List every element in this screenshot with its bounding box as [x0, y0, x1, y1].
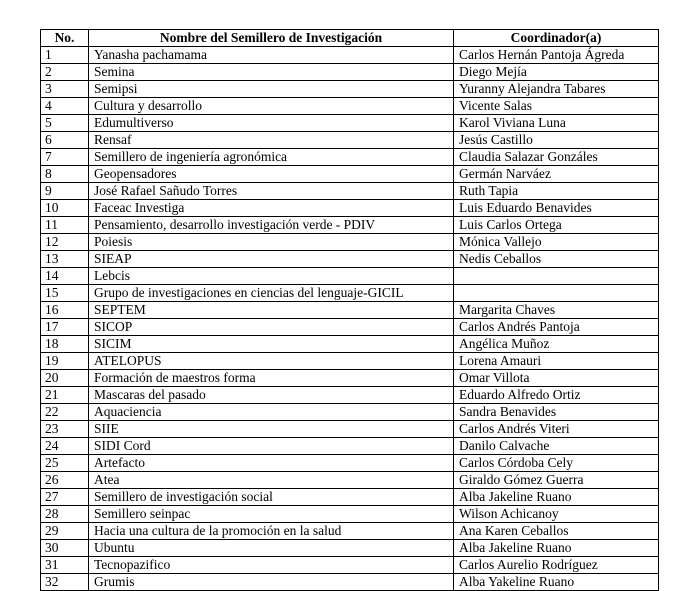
- row-name: Faceac Investiga: [89, 200, 454, 217]
- row-coordinator: Luis Carlos Ortega: [454, 217, 659, 234]
- row-coordinator: Omar Villota: [454, 370, 659, 387]
- row-coordinator: Ruth Tapia: [454, 183, 659, 200]
- row-name: José Rafael Sañudo Torres: [89, 183, 454, 200]
- header-no: No.: [41, 30, 89, 47]
- row-number: 11: [41, 217, 89, 234]
- row-coordinator: Angélica Muñoz: [454, 336, 659, 353]
- table-row: [41, 540, 659, 557]
- row-name: SEPTEM: [89, 302, 454, 319]
- row-number: 12: [41, 234, 89, 251]
- row-coordinator: [454, 268, 659, 285]
- row-number: 20: [41, 370, 89, 387]
- row-number: 3: [41, 81, 89, 98]
- row-coordinator: Ana Karen Ceballos: [454, 523, 659, 540]
- row-number: 26: [41, 472, 89, 489]
- table-row: [41, 183, 659, 200]
- row-name: SICIM: [89, 336, 454, 353]
- table-row: [41, 64, 659, 81]
- table-row: [41, 404, 659, 421]
- row-name: Yanasha pachamama: [89, 47, 454, 64]
- row-number: 23: [41, 421, 89, 438]
- row-name: Geopensadores: [89, 166, 454, 183]
- row-coordinator: Carlos Hernán Pantoja Ágreda: [454, 47, 659, 64]
- row-coordinator: Luis Eduardo Benavides: [454, 200, 659, 217]
- row-coordinator: Alba Jakeline Ruano: [454, 489, 659, 506]
- table-row: [41, 217, 659, 234]
- row-name: Hacia una cultura de la promoción en la salud: [89, 523, 454, 540]
- row-name: Tecnopazifico: [89, 557, 454, 574]
- table-row: [41, 557, 659, 574]
- row-name: Semillero de ingeniería agronómica: [89, 149, 454, 166]
- table-row: [41, 455, 659, 472]
- row-name: Ubuntu: [89, 540, 454, 557]
- row-name: Grupo de investigaciones en ciencias del lenguaje-GICIL: [89, 285, 454, 302]
- row-coordinator: Vicente Salas: [454, 98, 659, 115]
- row-number: 13: [41, 251, 89, 268]
- table-row: [41, 285, 659, 302]
- header-name: Nombre del Semillero de Investigación: [89, 30, 454, 47]
- table-row: [41, 353, 659, 370]
- row-name: Aquaciencia: [89, 404, 454, 421]
- row-number: 16: [41, 302, 89, 319]
- table-row: [41, 523, 659, 540]
- row-name: Semipsi: [89, 81, 454, 98]
- row-coordinator: Nedis Ceballos: [454, 251, 659, 268]
- row-name: Semillero seinpac: [89, 506, 454, 523]
- row-number: 24: [41, 438, 89, 455]
- row-number: 6: [41, 132, 89, 149]
- table-row: [41, 166, 659, 183]
- row-name: Pensamiento, desarrollo investigación verde - PDIV: [89, 217, 454, 234]
- row-coordinator: Germán Narváez: [454, 166, 659, 183]
- row-number: 22: [41, 404, 89, 421]
- row-number: 14: [41, 268, 89, 285]
- table-row: [41, 370, 659, 387]
- row-number: 28: [41, 506, 89, 523]
- row-name: Atea: [89, 472, 454, 489]
- row-coordinator: Carlos Andrés Viteri: [454, 421, 659, 438]
- table-row: [41, 336, 659, 353]
- table-row: [41, 132, 659, 149]
- row-name: Grumis: [89, 574, 454, 591]
- row-name: SICOP: [89, 319, 454, 336]
- row-coordinator: Jesús Castillo: [454, 132, 659, 149]
- row-coordinator: Diego Mejía: [454, 64, 659, 81]
- row-number: 25: [41, 455, 89, 472]
- table-row: [41, 115, 659, 132]
- row-coordinator: Lorena Amauri: [454, 353, 659, 370]
- table-row: [41, 251, 659, 268]
- table-row: [41, 472, 659, 489]
- table-row: [41, 149, 659, 166]
- row-name: Poiesis: [89, 234, 454, 251]
- table-row: [41, 200, 659, 217]
- table-row: [41, 47, 659, 64]
- row-number: 10: [41, 200, 89, 217]
- table-row: [41, 268, 659, 285]
- row-name: ATELOPUS: [89, 353, 454, 370]
- semilleros-table: [40, 29, 659, 591]
- row-name: Mascaras del pasado: [89, 387, 454, 404]
- row-number: 18: [41, 336, 89, 353]
- row-coordinator: Giraldo Gómez Guerra: [454, 472, 659, 489]
- row-coordinator: Margarita Chaves: [454, 302, 659, 319]
- table-row: [41, 319, 659, 336]
- row-name: SIEAP: [89, 251, 454, 268]
- row-number: 2: [41, 64, 89, 81]
- row-coordinator: Yuranny Alejandra Tabares: [454, 81, 659, 98]
- row-number: 8: [41, 166, 89, 183]
- table-row: [41, 506, 659, 523]
- row-coordinator: Alba Yakeline Ruano: [454, 574, 659, 591]
- row-coordinator: Eduardo Alfredo Ortiz: [454, 387, 659, 404]
- row-number: 5: [41, 115, 89, 132]
- row-coordinator: Carlos Aurelio Rodríguez: [454, 557, 659, 574]
- row-name: Cultura y desarrollo: [89, 98, 454, 115]
- row-number: 30: [41, 540, 89, 557]
- row-number: 1: [41, 47, 89, 64]
- row-number: 17: [41, 319, 89, 336]
- table-row: [41, 302, 659, 319]
- row-coordinator: Karol Viviana Luna: [454, 115, 659, 132]
- row-name: Rensaf: [89, 132, 454, 149]
- row-coordinator: Alba Jakeline Ruano: [454, 540, 659, 557]
- table-row: [41, 438, 659, 455]
- row-coordinator: Sandra Benavides: [454, 404, 659, 421]
- table-row: [41, 421, 659, 438]
- row-number: 21: [41, 387, 89, 404]
- row-number: 7: [41, 149, 89, 166]
- table-row: [41, 234, 659, 251]
- table-row: [41, 387, 659, 404]
- row-name: Semina: [89, 64, 454, 81]
- row-name: Artefacto: [89, 455, 454, 472]
- row-name: SIIE: [89, 421, 454, 438]
- row-number: 27: [41, 489, 89, 506]
- row-coordinator: Wilson Achicanoy: [454, 506, 659, 523]
- row-number: 19: [41, 353, 89, 370]
- row-number: 32: [41, 574, 89, 591]
- row-name: Edumultiverso: [89, 115, 454, 132]
- table-row: [41, 489, 659, 506]
- row-name: SIDI Cord: [89, 438, 454, 455]
- table-body: [41, 47, 659, 591]
- row-number: 9: [41, 183, 89, 200]
- row-name: Semillero de investigación social: [89, 489, 454, 506]
- table-header-row: [41, 30, 659, 47]
- row-coordinator: [454, 285, 659, 302]
- row-number: 29: [41, 523, 89, 540]
- row-number: 31: [41, 557, 89, 574]
- row-number: 4: [41, 98, 89, 115]
- row-coordinator: Carlos Andrés Pantoja: [454, 319, 659, 336]
- row-name: Formación de maestros forma: [89, 370, 454, 387]
- row-name: Lebcis: [89, 268, 454, 285]
- table-row: [41, 98, 659, 115]
- table-row: [41, 574, 659, 591]
- row-coordinator: Carlos Córdoba Cely: [454, 455, 659, 472]
- row-coordinator: Danilo Calvache: [454, 438, 659, 455]
- table-row: [41, 81, 659, 98]
- row-coordinator: Mónica Vallejo: [454, 234, 659, 251]
- row-coordinator: Claudia Salazar Gonzáles: [454, 149, 659, 166]
- header-coordinator: Coordinador(a): [454, 30, 659, 47]
- row-number: 15: [41, 285, 89, 302]
